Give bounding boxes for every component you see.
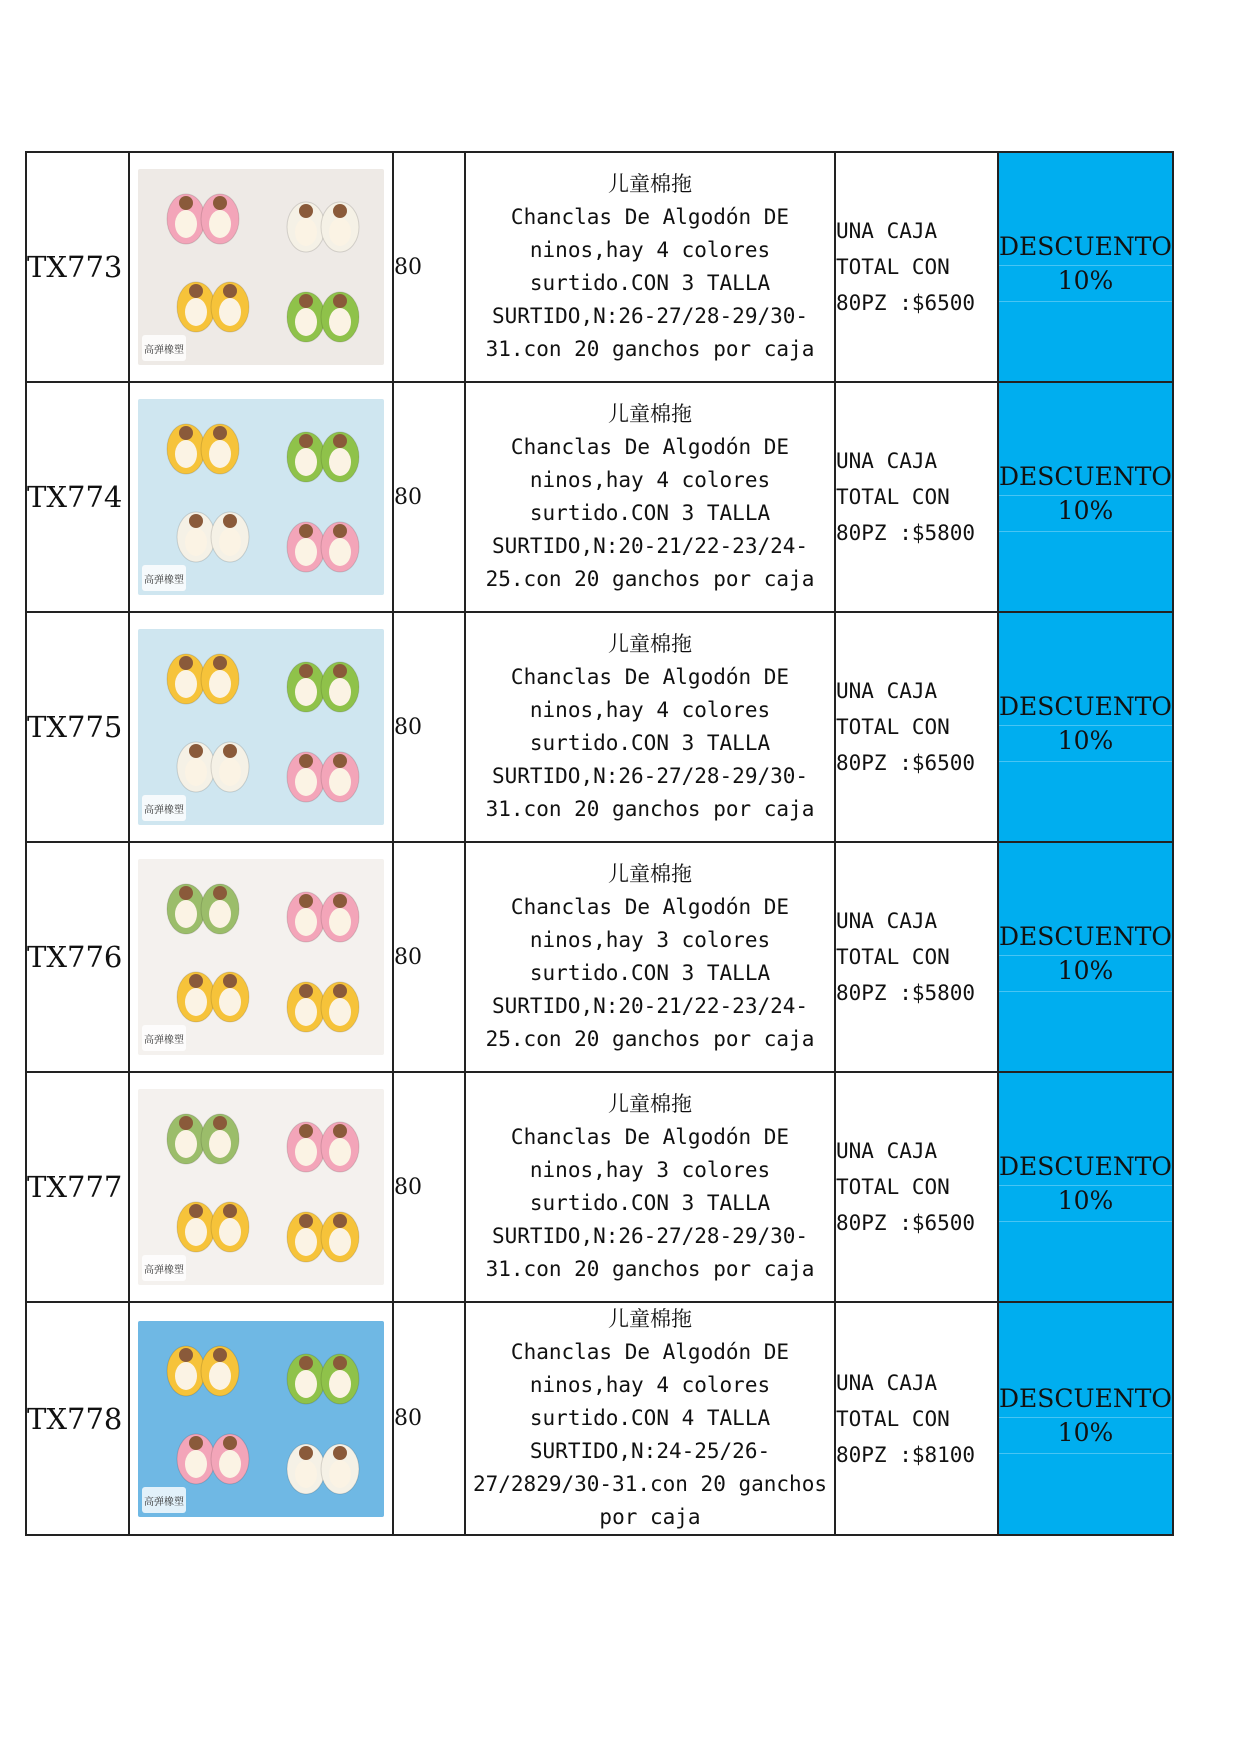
description-line: ninos,hay 3 colores xyxy=(529,1158,771,1182)
box-price-line: UNA CAJA xyxy=(836,679,938,703)
catalog-body xyxy=(26,152,1173,1535)
description-chinese: 儿童棉拖 xyxy=(608,1092,692,1116)
discount-cell xyxy=(998,1072,1173,1302)
box-price-line: TOTAL CON xyxy=(836,715,950,739)
discount-percent: 10% xyxy=(999,496,1172,532)
description-line: surtido.CON 4 TALLA xyxy=(529,1406,771,1430)
product-catalog-table xyxy=(25,151,1174,1536)
discount-cell xyxy=(998,842,1173,1072)
box-price xyxy=(835,842,998,1072)
product-photo-cell xyxy=(129,842,393,1072)
box-price xyxy=(835,612,998,842)
discount-cell xyxy=(998,152,1173,382)
discount-percent: 10% xyxy=(999,726,1172,762)
product-code: TX775 xyxy=(26,612,129,842)
box-price-line: TOTAL CON xyxy=(836,1175,950,1199)
description-line: 25.con 20 ganchos por caja xyxy=(485,1027,815,1051)
material-badge: 高弹橡塑 xyxy=(144,805,184,816)
description-line: 27/2829/30-31.con 20 ganchos xyxy=(472,1472,827,1496)
description-line: Chanclas De Algodón DE xyxy=(510,435,790,459)
discount-percent: 10% xyxy=(999,1186,1172,1222)
box-price-line: UNA CAJA xyxy=(836,909,938,933)
description-line: por caja xyxy=(599,1505,701,1529)
material-badge: 高弹橡塑 xyxy=(144,1035,184,1046)
description-line: 31.con 20 ganchos por caja xyxy=(485,1257,815,1281)
slipper-photo xyxy=(138,1321,384,1517)
product-row xyxy=(26,1302,1173,1535)
discount-label: DESCUENTO xyxy=(999,1384,1172,1418)
product-photo-cell xyxy=(129,152,393,382)
box-price-line: TOTAL CON xyxy=(836,255,950,279)
box-price xyxy=(835,382,998,612)
description-line: Chanclas De Algodón DE xyxy=(510,665,790,689)
slipper-photo xyxy=(138,399,384,595)
quantity: 80 xyxy=(393,1302,465,1535)
discount-cell xyxy=(998,1302,1173,1535)
box-price-line: TOTAL CON xyxy=(836,1406,950,1431)
description-line: surtido.CON 3 TALLA xyxy=(529,731,771,755)
description-line: SURTIDO,N:26-27/28-29/30- xyxy=(491,764,809,788)
discount-label: DESCUENTO xyxy=(999,1152,1172,1186)
description-line: Chanclas De Algodón DE xyxy=(510,1340,790,1364)
product-row xyxy=(26,842,1173,1072)
product-description xyxy=(465,382,835,612)
product-row xyxy=(26,152,1173,382)
quantity: 80 xyxy=(393,842,465,1072)
description-line: ninos,hay 4 colores xyxy=(529,1373,771,1397)
product-description xyxy=(465,612,835,842)
description-line: 31.con 20 ganchos por caja xyxy=(485,337,815,361)
description-line: surtido.CON 3 TALLA xyxy=(529,961,771,985)
box-price-line: 80PZ :$6500 xyxy=(836,751,976,775)
description-line: ninos,hay 3 colores xyxy=(529,928,771,952)
product-photo-cell xyxy=(129,382,393,612)
discount-percent: 10% xyxy=(999,266,1172,302)
discount-cell xyxy=(998,612,1173,842)
product-code: TX778 xyxy=(26,1302,129,1535)
discount-label: DESCUENTO xyxy=(999,462,1172,496)
box-price-line: TOTAL CON xyxy=(836,485,950,509)
box-price xyxy=(835,152,998,382)
description-line: SURTIDO,N:20-21/22-23/24- xyxy=(491,994,809,1018)
discount-percent: 10% xyxy=(999,1418,1172,1454)
box-price-line: 80PZ :$5800 xyxy=(836,521,976,545)
description-chinese: 儿童棉拖 xyxy=(608,1307,692,1331)
product-description xyxy=(465,1302,835,1535)
product-code: TX777 xyxy=(26,1072,129,1302)
description-line: surtido.CON 3 TALLA xyxy=(529,271,771,295)
slipper-photo xyxy=(138,169,384,365)
material-badge: 高弹橡塑 xyxy=(144,345,184,356)
slipper-photo xyxy=(138,1089,384,1285)
discount-label: DESCUENTO xyxy=(999,922,1172,956)
description-chinese: 儿童棉拖 xyxy=(608,402,692,426)
box-price xyxy=(835,1302,998,1535)
product-photo-cell xyxy=(129,612,393,842)
description-line: SURTIDO,N:26-27/28-29/30- xyxy=(491,1224,809,1248)
discount-percent: 10% xyxy=(999,956,1172,992)
material-badge: 高弹橡塑 xyxy=(144,1265,184,1276)
description-line: surtido.CON 3 TALLA xyxy=(529,501,771,525)
product-row xyxy=(26,382,1173,612)
description-line: ninos,hay 4 colores xyxy=(529,238,771,262)
discount-label: DESCUENTO xyxy=(999,692,1172,726)
quantity: 80 xyxy=(393,382,465,612)
box-price-line: TOTAL CON xyxy=(836,945,950,969)
description-line: ninos,hay 4 colores xyxy=(529,698,771,722)
slipper-photo xyxy=(138,629,384,825)
product-photo-cell xyxy=(129,1302,393,1535)
description-line: Chanclas De Algodón DE xyxy=(510,205,790,229)
description-line: 25.con 20 ganchos por caja xyxy=(485,567,815,591)
box-price-line: 80PZ :$6500 xyxy=(836,1211,976,1235)
product-code: TX774 xyxy=(26,382,129,612)
product-description xyxy=(465,152,835,382)
description-line: SURTIDO,N:26-27/28-29/30- xyxy=(491,304,809,328)
box-price-line: UNA CAJA xyxy=(836,219,938,243)
description-chinese: 儿童棉拖 xyxy=(608,172,692,196)
box-price xyxy=(835,1072,998,1302)
description-line: 31.con 20 ganchos por caja xyxy=(485,797,815,821)
description-line: SURTIDO,N:20-21/22-23/24- xyxy=(491,534,809,558)
description-line: surtido.CON 3 TALLA xyxy=(529,1191,771,1215)
quantity: 80 xyxy=(393,152,465,382)
description-line: Chanclas De Algodón DE xyxy=(510,1125,790,1149)
discount-cell xyxy=(998,382,1173,612)
product-code: TX776 xyxy=(26,842,129,1072)
description-line: SURTIDO,N:24-25/26- xyxy=(529,1439,771,1463)
product-description xyxy=(465,842,835,1072)
product-code: TX773 xyxy=(26,152,129,382)
box-price-line: UNA CAJA xyxy=(836,1370,938,1395)
slipper-photo xyxy=(138,859,384,1055)
box-price-line: 80PZ :$6500 xyxy=(836,291,976,315)
product-row xyxy=(26,1072,1173,1302)
box-price-line: 80PZ :$5800 xyxy=(836,981,976,1005)
description-chinese: 儿童棉拖 xyxy=(608,862,692,886)
material-badge: 高弹橡塑 xyxy=(144,1496,184,1508)
quantity: 80 xyxy=(393,1072,465,1302)
discount-label: DESCUENTO xyxy=(999,232,1172,266)
box-price-line: UNA CAJA xyxy=(836,1139,938,1163)
product-description xyxy=(465,1072,835,1302)
box-price-line: UNA CAJA xyxy=(836,449,938,473)
description-line: Chanclas De Algodón DE xyxy=(510,895,790,919)
description-chinese: 儿童棉拖 xyxy=(608,632,692,656)
description-line: ninos,hay 4 colores xyxy=(529,468,771,492)
product-row xyxy=(26,612,1173,842)
box-price-line: 80PZ :$8100 xyxy=(836,1442,976,1467)
material-badge: 高弹橡塑 xyxy=(144,575,184,586)
product-photo-cell xyxy=(129,1072,393,1302)
quantity: 80 xyxy=(393,612,465,842)
